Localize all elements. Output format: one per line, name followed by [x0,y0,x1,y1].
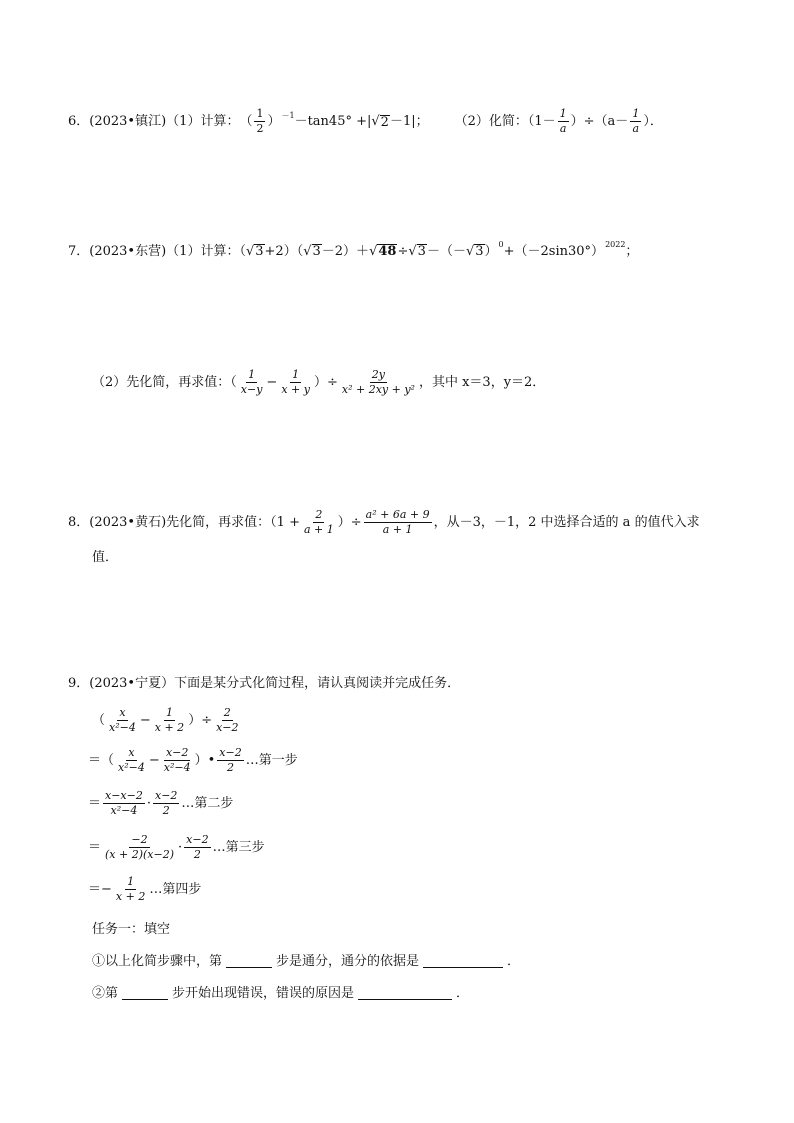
denominator: x−y [240,383,263,397]
numerator: 1 [246,369,257,383]
denominator: 2 [256,122,264,136]
radical-sign: √ [408,243,417,259]
denominator: a + 1 [382,523,413,537]
expr-text: ＝ [88,840,102,856]
numerator: 1 [164,707,175,721]
q9-step3 [88,834,265,861]
denominator: x²−4 [163,761,191,775]
paren: ） [267,114,281,130]
fraction [239,369,265,396]
expr-text: ，从－3，－1，2 中选择合适的 a 的值代入求 [433,515,700,531]
fraction [630,108,641,135]
expr-text: ）÷ [337,515,362,531]
q9-task1 [92,955,520,968]
fraction [364,509,432,536]
paren: （ [239,114,253,130]
radical-sign: √ [303,243,312,259]
expr-text: ． [456,986,470,1001]
answer-blank[interactable] [226,955,272,968]
radical-sign: √ [371,114,380,130]
q9-step2 [88,790,233,817]
q7-line [68,240,639,259]
q8-prefix: 8．(2023•黄石)先化简，再求值：（1 + [68,515,300,531]
q9-line [68,677,460,690]
denominator: x + y [281,383,310,397]
fraction [103,834,176,861]
denominator: 2 [193,848,201,862]
denominator: a [559,122,567,136]
answer-blank[interactable] [423,955,503,968]
expr-text: －tan45° +| [294,114,372,130]
expr-text: ）． [643,114,663,130]
fraction [107,707,138,734]
fraction [302,509,336,536]
denominator: a + 1 [303,523,334,537]
fraction [340,369,417,396]
expr-text: ＝（ [88,753,115,769]
expr-text: − [139,713,151,729]
expr-text: 值． [92,550,119,565]
q8-line [68,509,700,536]
numerator: x [126,747,136,761]
q7-prefix: 7．(2023•东营)（1）计算：（ [68,243,246,259]
numerator: 1 [125,876,136,890]
numerator: x [117,707,127,721]
expr-text: ②第 [92,986,119,1001]
q7-part2-line [92,369,545,396]
q7-part2-prefix: （2）先化简，再求值：（ [92,375,237,391]
fraction [114,876,147,903]
numerator: 1 [290,369,301,383]
task-heading: 任务一：填空 [92,922,171,937]
answer-blank[interactable] [358,987,452,1000]
q6-prefix: 6．(2023•镇江)（1）计算： [68,114,240,130]
q9-step4 [88,876,201,903]
q9-step1 [88,747,298,774]
radical-sign: √ [245,243,255,259]
fraction [558,108,569,135]
numerator: 2y [370,369,387,383]
step-label: …第四步 [149,882,202,898]
expr-text: ①以上化简步骤中，第 [92,954,223,969]
fraction [184,834,210,861]
radicand: 3 [255,244,264,259]
expr-text: ）÷ [313,375,338,391]
denominator: x² + 2xy + y² [341,383,415,397]
step-label: …第一步 [245,753,298,769]
radicand: 3 [475,244,484,259]
expr-text: ； [625,243,639,259]
paren: （ [92,713,106,729]
fraction [116,747,147,774]
denominator: x + 2 [115,890,146,904]
denominator: x²−4 [118,761,145,775]
fraction [153,790,179,817]
expr-text: − [148,753,160,769]
expr-text: ． [507,954,521,969]
numerator: x−2 [164,747,190,761]
expr-text: ，其中 x＝3，y＝2． [418,375,546,391]
denominator: 2 [162,804,170,818]
numerator: x−2 [217,747,243,761]
fraction [254,108,265,135]
fraction [279,369,312,396]
q8-line2 [92,551,118,564]
denominator: x²−4 [110,804,138,818]
numerator: 1 [630,108,641,122]
radicand: 3 [417,244,426,259]
denominator: a [632,122,640,136]
q9-prefix: 9．(2023•宁夏）下面是某分式化简过程，请认真阅读并完成任务． [68,676,461,691]
expr-text: ＝ [88,796,102,812]
radicand: 48 [378,244,397,259]
exponent: 2022 [605,240,626,249]
fraction [214,707,240,734]
radicand: 2 [380,114,389,130]
step-label: …第二步 [181,796,234,812]
expr-text: ） [484,243,498,259]
fraction [217,747,243,774]
radical-sign: √ [369,243,378,259]
numerator: −2 [129,834,149,848]
expr-text: ）÷ [188,713,213,729]
fraction [153,707,186,734]
denominator: x + 2 [154,721,185,735]
expr-text: －（－ [426,243,466,259]
expr-text: · [178,840,183,856]
expr-text: ＝− [88,882,112,898]
expr-text: ）• [194,753,216,769]
numerator: x−2 [153,790,179,804]
q9-task2 [92,987,469,1000]
numerator: x−x−2 [103,790,145,804]
denominator: (x + 2)(x−2) [105,848,175,862]
expr-text: − [266,375,278,391]
numerator: 1 [558,108,569,122]
expr-text: ÷ [397,243,409,259]
numerator: 2 [313,509,324,523]
exponent: －1 [281,110,295,120]
exponent: 0 [498,240,504,249]
q9-step0 [92,707,243,734]
expr-text: · [146,796,151,812]
expr-text: +2）（ [264,243,304,259]
fraction [103,790,145,817]
fraction [162,747,193,774]
answer-blank[interactable] [122,987,168,1000]
step-label: …第三步 [212,840,265,856]
denominator: x²−4 [109,721,136,735]
denominator: 2 [226,761,234,775]
expr-text: 步开始出现错误，错误的原因是 [172,986,355,1001]
q9-task-title [92,923,170,936]
q6-part2: （2）化简：（1－ [454,114,556,130]
numerator: x−2 [184,834,210,848]
radicand: 3 [312,244,321,259]
numerator: 2 [222,707,233,721]
denominator: x−2 [216,721,239,735]
numerator: 1 [254,108,265,122]
expr-text: 步是通分，通分的依据是 [276,954,420,969]
expr-text: ）÷（a－ [570,114,629,130]
radical-sign: √ [465,243,475,259]
expr-text: －1|； [389,114,429,130]
q6-line [68,108,663,135]
expr-text: －2）＋ [321,243,370,259]
numerator: a² + 6a + 9 [364,509,432,523]
expr-text: +（－2sin30°） [503,243,605,259]
